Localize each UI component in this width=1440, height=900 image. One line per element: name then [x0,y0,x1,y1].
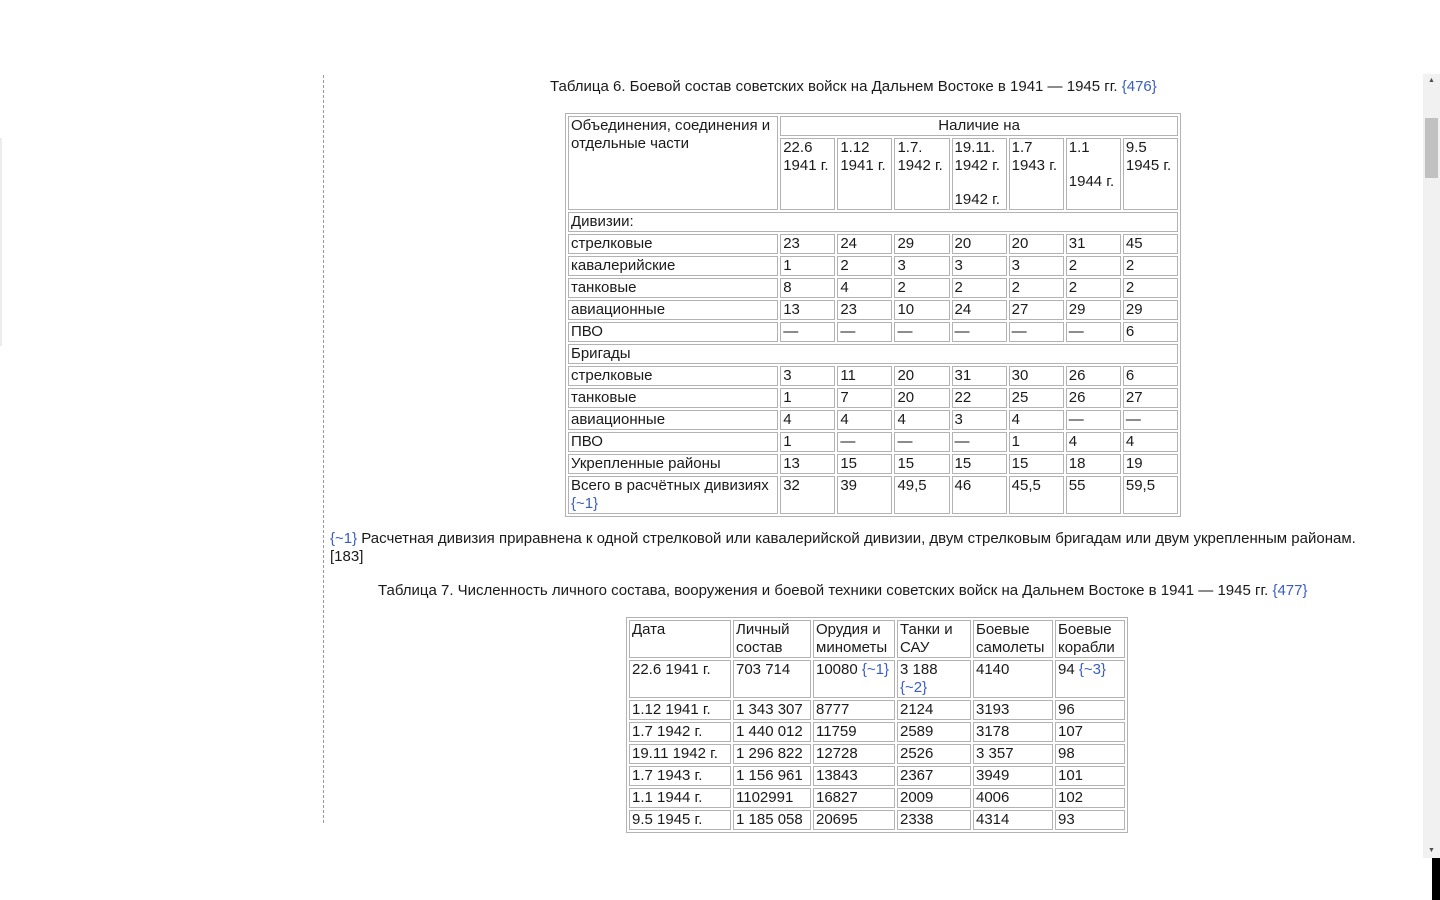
cell-value: 1.1 1944 г. [632,789,703,806]
table-cell [897,810,971,830]
table-cell: 59,5 [1123,476,1178,514]
table-row [568,212,1178,232]
table-cell [897,788,971,808]
table-cell: 45,5 [1009,476,1064,514]
cell-value: 2009 [900,789,934,806]
table-cell: 4 [894,410,949,430]
table-cell [733,660,811,698]
table-cell: Укрепленные районы [568,454,778,474]
table-cell: 3 [952,410,1007,430]
cell-value: 9.5 1945 г. [632,811,703,828]
table-row [568,234,1178,254]
table-row [568,476,1178,514]
table-cell [1055,744,1125,764]
cell-value: 1.7 1943 г. [632,767,703,784]
table-cell [1055,722,1125,742]
table-cell: 3 [1009,256,1064,276]
table-cell: 13 [780,454,835,474]
corner-block [1432,858,1440,900]
table-row [629,744,1125,764]
table-cell: 15 [837,454,892,474]
table-cell [897,744,971,764]
cell-value: 20695 [816,811,858,828]
table6-header-label: Объединения, соединения и отдельные части [568,116,778,210]
date-top: 9.5 [1125,139,1147,156]
table-row [568,344,1178,364]
table7-header-cell: Танки и САУ [897,620,971,658]
table-cell: стрелковые [568,366,778,386]
table-cell: 23 [780,234,835,254]
cell-value: 1102991 [736,789,794,806]
table-cell: 27 [1123,388,1178,408]
cell-ref-link[interactable]: {~3} [1078,661,1106,678]
table-cell [733,722,811,742]
table-cell: 1 [780,432,835,452]
table-cell: 1 [1009,432,1064,452]
table-cell: 6 [1123,322,1178,342]
table-row [568,300,1178,320]
cell-value: 13843 [816,767,858,784]
table6-caption [550,78,1157,96]
table-cell [629,810,731,830]
table7-header-cell: Дата [629,620,731,658]
table6-divisions-body [568,234,1178,342]
table-cell: 29 [1123,300,1178,320]
table-row [568,410,1178,430]
table-cell [629,722,731,742]
table-cell: 4 [837,278,892,298]
table-cell: 31 [1066,234,1121,254]
table-cell: 26 [1066,366,1121,386]
table-cell: 29 [894,234,949,254]
table-cell: 32 [780,476,835,514]
vertical-scrollbar[interactable] [1423,74,1440,858]
table-row [629,660,1125,698]
cell-value: 1 156 961 [736,767,803,784]
table-cell: авиационные [568,410,778,430]
cell-value: 1.12 1941 г. [632,701,711,718]
table-cell: 18 [1066,454,1121,474]
table-cell: 39 [837,476,892,514]
table-cell [629,744,731,764]
date-bottom: 1941 г. [783,157,829,174]
table-cell [897,722,971,742]
date-top: 19.11. 1942 г. [954,139,1000,174]
table-cell [1055,788,1125,808]
table-cell: 24 [837,234,892,254]
table-cell: 2 [1066,256,1121,276]
table-cell: ПВО [568,432,778,452]
cell-value: 3178 [976,723,1010,740]
table-cell [733,810,811,830]
table-cell [813,810,895,830]
table-cell: 19 [1123,454,1178,474]
table-cell: 27 [1009,300,1064,320]
table-cell [973,766,1053,786]
cell-value: 2367 [900,767,934,784]
table-cell [813,788,895,808]
table-row [568,256,1178,276]
table-row [629,766,1125,786]
table-cell: 29 [1066,300,1121,320]
date-bottom: 1943 г. [1011,157,1058,174]
cell-value: 96 [1058,701,1075,718]
table-cell: 1 [780,388,835,408]
table-cell: — [952,432,1007,452]
table-cell: 22 [952,388,1007,408]
table-row [568,278,1178,298]
table-cell: 4 [1066,432,1121,452]
table7-header-cell: Орудия и минометы [813,620,895,658]
date-top: 22.6 [783,139,813,156]
table6-brigades-body [568,366,1178,474]
table-cell [733,788,811,808]
cell-value: 4314 [976,811,1010,828]
table6-date-cell [894,138,949,210]
table-row [629,620,1125,658]
table-cell [629,766,731,786]
cell-value: 11759 [816,723,857,740]
cell-value: 1 343 307 [736,701,803,718]
table-cell [813,744,895,764]
table-cell [1055,766,1125,786]
table7-header-cell: Боевые корабли [1055,620,1125,658]
cell-value: 1 185 058 [736,811,803,828]
table-cell: — [1066,322,1121,342]
table-cell [813,722,895,742]
table-cell: — [1123,410,1178,430]
table-cell: 2 [1009,278,1064,298]
table-row [568,454,1178,474]
cell-value: 16827 [816,789,858,806]
table-cell: танковые [568,388,778,408]
table-cell: 2 [894,278,949,298]
date-top: 1.1 [1068,139,1090,156]
table-cell: — [1066,410,1121,430]
footnote-ref-link[interactable]: {~1} [330,530,358,547]
cell-value: 703 714 [736,661,791,678]
table-cell [973,722,1053,742]
cell-value: 1 440 012 [736,723,803,740]
cell-value: 3 188 [900,661,938,678]
table-cell [973,660,1053,698]
footnote [330,530,1390,566]
table-cell: 26 [1066,388,1121,408]
table-cell: — [780,322,835,342]
cell-value: 12728 [816,745,858,762]
table-cell: 20 [952,234,1007,254]
table-row [629,722,1125,742]
table-cell: 3 [952,256,1007,276]
footnote-text: Расчетная дивизия приравнена к одной стрелковой или кавалерийской дивизии, двум стрелковым бригадам или двум укрепленным районам. [183] [330,530,1356,565]
table-cell: 4 [1123,432,1178,452]
table-row [568,366,1178,386]
table-cell: — [837,322,892,342]
table-cell [813,766,895,786]
table6-date-cell [780,138,835,210]
table-cell: 30 [1009,366,1064,386]
table-cell [629,788,731,808]
table6-section-brigades: Бригады [568,344,1178,364]
table-cell: 31 [952,366,1007,386]
left-edge-strip [0,138,2,346]
table-cell: 15 [894,454,949,474]
table-cell: — [1009,322,1064,342]
table-cell: 25 [1009,388,1064,408]
table-cell: 1 [780,256,835,276]
table-cell [1055,700,1125,720]
date-top: 1.7. [897,139,923,156]
table-cell [813,660,895,698]
cell-value: 101 [1058,767,1084,784]
table6-date-cell [952,138,1007,210]
table7-caption-text: Таблица 7. Численность личного состава, вооружения и боевой техники советских войск на Дальнем Востоке в 1941 — 1945 гг. [378,582,1269,599]
cell-value: 3949 [976,767,1010,784]
cell-value: 98 [1058,745,1075,762]
table6-date-cell [837,138,892,210]
table7-header-cell: Личный состав [733,620,811,658]
table-cell [1055,810,1125,830]
table-cell: ПВО [568,322,778,342]
table-cell [733,766,811,786]
table6-date-cell [1066,138,1121,210]
table-row [568,116,1178,136]
table7 [626,617,1128,833]
cell-value: 1.7 1942 г. [632,723,703,740]
table-cell: 4 [780,410,835,430]
table-cell: 10 [894,300,949,320]
table-cell: 20 [1009,234,1064,254]
table-cell [733,744,811,764]
scroll-up-icon[interactable]: ▲ [1428,77,1435,84]
scroll-down-icon[interactable]: ▼ [1428,847,1435,854]
table-cell: — [837,432,892,452]
table-row [629,788,1125,808]
cell-value: 4006 [976,789,1010,806]
table-cell: кавалерийские [568,256,778,276]
cell-value: 2124 [900,701,934,718]
date-bottom: 1941 г. [840,157,886,174]
table-cell [897,766,971,786]
table-cell: 55 [1066,476,1121,514]
cell-value: 93 [1058,811,1075,828]
table7-header-cell: Боевые самолеты [973,620,1053,658]
cell-value: 10080 [816,661,858,678]
table-row [568,322,1178,342]
dashed-divider [323,75,324,823]
cell-value: 102 [1058,789,1084,806]
cell-value: 2338 [900,811,934,828]
table-cell: 15 [1009,454,1064,474]
table-row [629,810,1125,830]
table-cell [897,700,971,720]
table-cell: 2 [1123,256,1178,276]
table-cell: авиационные [568,300,778,320]
table-cell: 24 [952,300,1007,320]
table6-caption-text: Таблица 6. Боевой состав советских войск на Дальнем Востоке в 1941 — 1945 гг. [550,78,1118,95]
table-cell [973,700,1053,720]
table-cell: 2 [1123,278,1178,298]
table-row [568,432,1178,452]
table-cell: 2 [952,278,1007,298]
table6 [565,113,1181,517]
table6-total-label-cell [568,476,778,514]
table6-caption-ref-link[interactable]: {476} [1121,78,1157,95]
cell-value: 2526 [900,745,934,762]
table-row [568,388,1178,408]
table-row [629,700,1125,720]
date-bottom: 1944 г. [1068,173,1115,190]
table-cell: 49,5 [894,476,949,514]
date-top: 1.7 [1011,139,1033,156]
table-cell [813,700,895,720]
table7-body [629,660,1125,830]
table-cell: — [894,322,949,342]
table-cell: 2 [837,256,892,276]
table-cell [973,744,1053,764]
total-label: Всего в расчётных дивизиях [571,477,769,494]
table-cell: танковые [568,278,778,298]
cell-ref-link[interactable]: {~1} [861,661,890,678]
cell-value: 107 [1058,723,1084,740]
table-cell: 3 [780,366,835,386]
date-bottom: 1942 г. [954,191,1000,208]
table-cell: 20 [894,366,949,386]
table-cell [629,660,731,698]
table-cell: 46 [952,476,1007,514]
table-cell: — [894,432,949,452]
scroll-thumb[interactable] [1425,118,1438,178]
table-cell: 13 [780,300,835,320]
table-cell: стрелковые [568,234,778,254]
table-cell [733,700,811,720]
table-cell: — [952,322,1007,342]
cell-value: 3193 [976,701,1010,718]
table-cell: 7 [837,388,892,408]
date-top: 1.12 [840,139,870,156]
table-cell: 23 [837,300,892,320]
cell-value: 4140 [976,661,1010,678]
cell-value: 3 357 [976,745,1014,762]
table-cell: 6 [1123,366,1178,386]
table-cell: 45 [1123,234,1178,254]
table7-caption-ref-link[interactable]: {477} [1272,582,1308,599]
cell-value: 94 [1058,661,1075,678]
cell-value: 19.11 1942 г. [632,745,718,762]
table-cell: 3 [894,256,949,276]
table-cell: 4 [1009,410,1064,430]
table6-date-cell [1123,138,1178,210]
table-cell: 20 [894,388,949,408]
cell-value: 8777 [816,701,850,718]
table-cell [1055,660,1125,698]
table-cell: 15 [952,454,1007,474]
table6-date-cell [1009,138,1064,210]
total-ref-link[interactable]: {~1} [571,495,599,512]
cell-ref-link[interactable]: {~2} [900,679,928,696]
table-cell: 2 [1066,278,1121,298]
table-cell: 11 [837,366,892,386]
table6-header-group: Наличие на [780,116,1178,136]
table-cell: 8 [780,278,835,298]
cell-value: 2589 [900,723,934,740]
table-cell [973,810,1053,830]
table6-section-divisions: Дивизии: [568,212,1178,232]
table-cell [973,788,1053,808]
table-cell: 4 [837,410,892,430]
date-bottom: 1945 г. [1125,157,1172,174]
date-bottom: 1942 г. [897,157,943,174]
cell-value: 22.6 1941 г. [632,661,711,678]
table-cell [629,700,731,720]
cell-value: 1 296 822 [736,745,803,762]
table7-caption [378,582,1308,600]
table-cell [897,660,971,698]
